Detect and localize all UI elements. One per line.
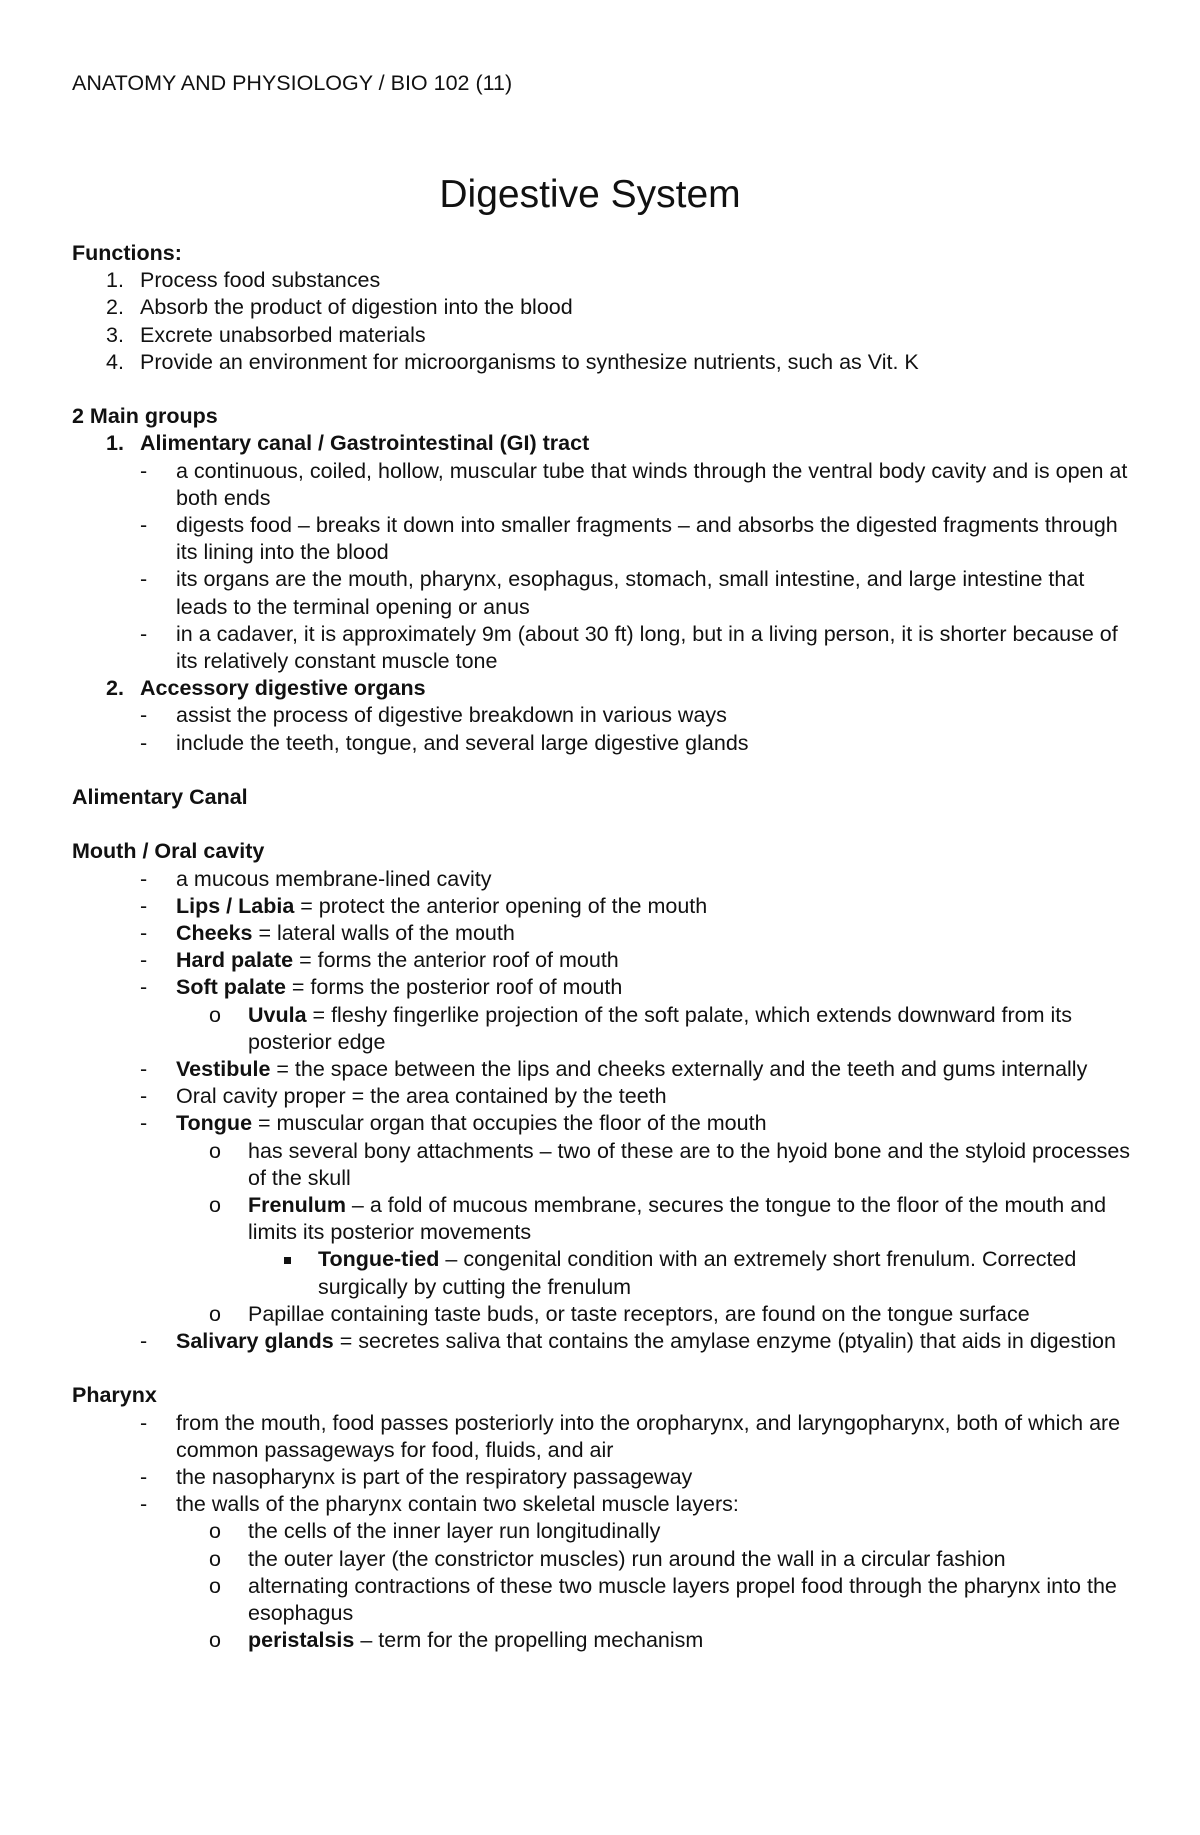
- group-title-text: Accessory digestive organs: [140, 676, 426, 701]
- item-number: 4.: [106, 349, 124, 374]
- document-title: Digestive System: [439, 173, 741, 216]
- list-item: [72, 512, 1132, 566]
- dash-marker: -: [140, 921, 148, 946]
- item-text: Papillae containing taste buds, or taste receptors, are found on the tongue surface: [248, 1301, 1030, 1326]
- dash-marker: -: [140, 948, 148, 973]
- sub-list-item: [72, 1546, 1132, 1573]
- dash-marker: -: [140, 703, 148, 728]
- functions-heading: Functions:: [72, 241, 182, 265]
- group-title: [72, 430, 1132, 457]
- list-item: [72, 702, 1132, 729]
- sub-list-item: [72, 1002, 1132, 1056]
- circle-marker: o: [209, 1002, 221, 1027]
- list-item: [72, 866, 1132, 893]
- definition: = muscular organ that occupies the floor of the mouth: [252, 1111, 767, 1136]
- item-text: the cells of the inner layer run longitudinally: [248, 1519, 661, 1544]
- dash-marker: -: [140, 975, 148, 1000]
- definition: – a fold of mucous membrane, secures the tongue to the floor of the mouth and limits its posterior movements: [248, 1193, 1107, 1245]
- list-item: [72, 1083, 1132, 1110]
- list-item: [72, 730, 1132, 757]
- course-header: ANATOMY AND PHYSIOLOGY / BIO 102 (11): [72, 71, 513, 95]
- term: Cheeks: [176, 921, 253, 946]
- circle-marker: o: [209, 1546, 221, 1571]
- item-text: Provide an environment for microorganisms to synthesize nutrients, such as Vit. K: [140, 349, 919, 374]
- item-text: the outer layer (the constrictor muscles) run around the wall in a circular fashion: [248, 1546, 1006, 1571]
- dash-marker: -: [140, 1329, 148, 1354]
- list-item: [72, 1464, 1132, 1491]
- square-bullet-icon: [284, 1257, 291, 1264]
- term: Uvula: [248, 1002, 307, 1027]
- functions-item: [72, 294, 1132, 321]
- pharynx-heading: Pharynx: [72, 1383, 157, 1408]
- item-text: Process food substances: [140, 268, 381, 293]
- list-item: [72, 621, 1132, 675]
- dash-marker: -: [140, 621, 148, 646]
- definition: = secretes saliva that contains the amylase enzyme (ptyalin) that aids in digestion: [333, 1329, 1116, 1354]
- dash-marker: -: [140, 1111, 148, 1136]
- list-item: [72, 893, 1132, 920]
- dash-marker: -: [140, 1465, 148, 1490]
- term: Hard palate: [176, 948, 294, 973]
- sub-list-item: [72, 1627, 1132, 1654]
- main-groups-heading: 2 Main groups: [72, 404, 218, 429]
- dash-marker: -: [140, 1084, 148, 1109]
- alimentary-canal-heading: Alimentary Canal: [72, 785, 248, 810]
- term: Frenulum: [248, 1193, 346, 1218]
- item-text: from the mouth, food passes posteriorly into the oropharynx, and laryngopharynx, both of which are common passageways for food, fluids, and air: [176, 1410, 1121, 1462]
- sub-list-item: [72, 1301, 1132, 1328]
- functions-item: [72, 349, 1132, 376]
- item-text: the nasopharynx is part of the respiratory passageway: [176, 1465, 693, 1490]
- dash-marker: -: [140, 893, 148, 918]
- sub-list-item: [72, 1192, 1132, 1246]
- term: Tongue: [176, 1111, 253, 1136]
- definition: = forms the posterior roof of mouth: [285, 975, 623, 1000]
- item-number: 1.: [106, 268, 124, 293]
- term: Tongue-tied: [318, 1247, 440, 1272]
- sub-sub-list-item: [72, 1246, 1132, 1300]
- dash-marker: -: [140, 1492, 148, 1517]
- dash-marker: -: [140, 1057, 148, 1082]
- list-item: [72, 1410, 1132, 1464]
- definition: = the space between the lips and cheeks externally and the teeth and gums internally: [270, 1057, 1088, 1082]
- term: Soft palate: [176, 975, 286, 1000]
- definition: = lateral walls of the mouth: [252, 921, 515, 946]
- dash-marker: -: [140, 730, 148, 755]
- dash-marker: -: [140, 458, 148, 483]
- item-text: a mucous membrane-lined cavity: [176, 866, 492, 891]
- circle-marker: o: [209, 1628, 221, 1653]
- mouth-heading: Mouth / Oral cavity: [72, 839, 265, 864]
- item-text: Oral cavity proper = the area contained by the teeth: [176, 1084, 667, 1109]
- circle-marker: o: [209, 1519, 221, 1544]
- circle-marker: o: [209, 1193, 221, 1218]
- item-number: 1.: [106, 431, 124, 456]
- functions-item: [72, 267, 1132, 294]
- item-number: 2.: [106, 295, 124, 320]
- definition: = protect the anterior opening of the mouth: [294, 893, 708, 918]
- item-text: the walls of the pharynx contain two skeletal muscle layers:: [176, 1492, 739, 1517]
- dash-marker: -: [140, 866, 148, 891]
- item-text: assist the process of digestive breakdown in various ways: [176, 703, 727, 728]
- item-text: alternating contractions of these two muscle layers propel food through the pharynx into the esophagus: [248, 1573, 1117, 1626]
- list-item: [72, 1110, 1132, 1137]
- item-text: a continuous, coiled, hollow, muscular tube that winds through the ventral body cavity and is open at both ends: [176, 458, 1128, 510]
- definition: = fleshy fingerlike projection of the soft palate, which extends downward from its posterior edge: [248, 1002, 1072, 1054]
- circle-marker: o: [209, 1138, 221, 1163]
- circle-marker: o: [209, 1573, 221, 1598]
- document-body: [72, 240, 1132, 1655]
- item-text: in a cadaver, it is approximately 9m (about 30 ft) long, but in a living person, it is shorter because of its relatively constant muscle tone: [176, 621, 1118, 674]
- dash-marker: -: [140, 513, 148, 538]
- sub-list-item: [72, 1138, 1132, 1192]
- list-item: [72, 1056, 1132, 1083]
- functions-item: [72, 322, 1132, 349]
- list-item: [72, 566, 1132, 620]
- list-item: [72, 1491, 1132, 1518]
- sub-list-item: [72, 1573, 1132, 1627]
- term: Vestibule: [176, 1057, 271, 1082]
- term: peristalsis: [248, 1628, 355, 1653]
- item-number: 2.: [106, 676, 124, 701]
- dash-marker: -: [140, 1410, 148, 1435]
- list-item: [72, 920, 1132, 947]
- definition: = forms the anterior roof of mouth: [293, 948, 619, 973]
- group-title-text: Alimentary canal / Gastrointestinal (GI) tract: [140, 431, 590, 456]
- item-text: Excrete unabsorbed materials: [140, 322, 426, 347]
- sub-list-item: [72, 1518, 1132, 1545]
- list-item: [72, 947, 1132, 974]
- item-text: include the teeth, tongue, and several large digestive glands: [176, 730, 749, 755]
- group-title: [72, 675, 1132, 702]
- item-text: Absorb the product of digestion into the blood: [140, 295, 573, 320]
- term: Lips / Labia: [176, 893, 295, 918]
- definition: – congenital condition with an extremely short frenulum. Corrected surgically by cutting the frenulum: [318, 1247, 1077, 1299]
- term: Salivary glands: [176, 1329, 334, 1354]
- list-item: [72, 1328, 1132, 1355]
- item-text: digests food – breaks it down into smaller fragments – and absorbs the digested fragments through its lining into the blood: [176, 513, 1118, 565]
- list-item: [72, 974, 1132, 1001]
- circle-marker: o: [209, 1301, 221, 1326]
- list-item: [72, 458, 1132, 512]
- item-text: has several bony attachments – two of these are to the hyoid bone and the styloid processes of the skull: [248, 1138, 1131, 1190]
- item-text: its organs are the mouth, pharynx, esophagus, stomach, small intestine, and large intestine that leads to the terminal opening or anus: [176, 567, 1085, 619]
- item-number: 3.: [106, 322, 124, 347]
- dash-marker: -: [140, 567, 148, 592]
- definition: – term for the propelling mechanism: [354, 1628, 704, 1653]
